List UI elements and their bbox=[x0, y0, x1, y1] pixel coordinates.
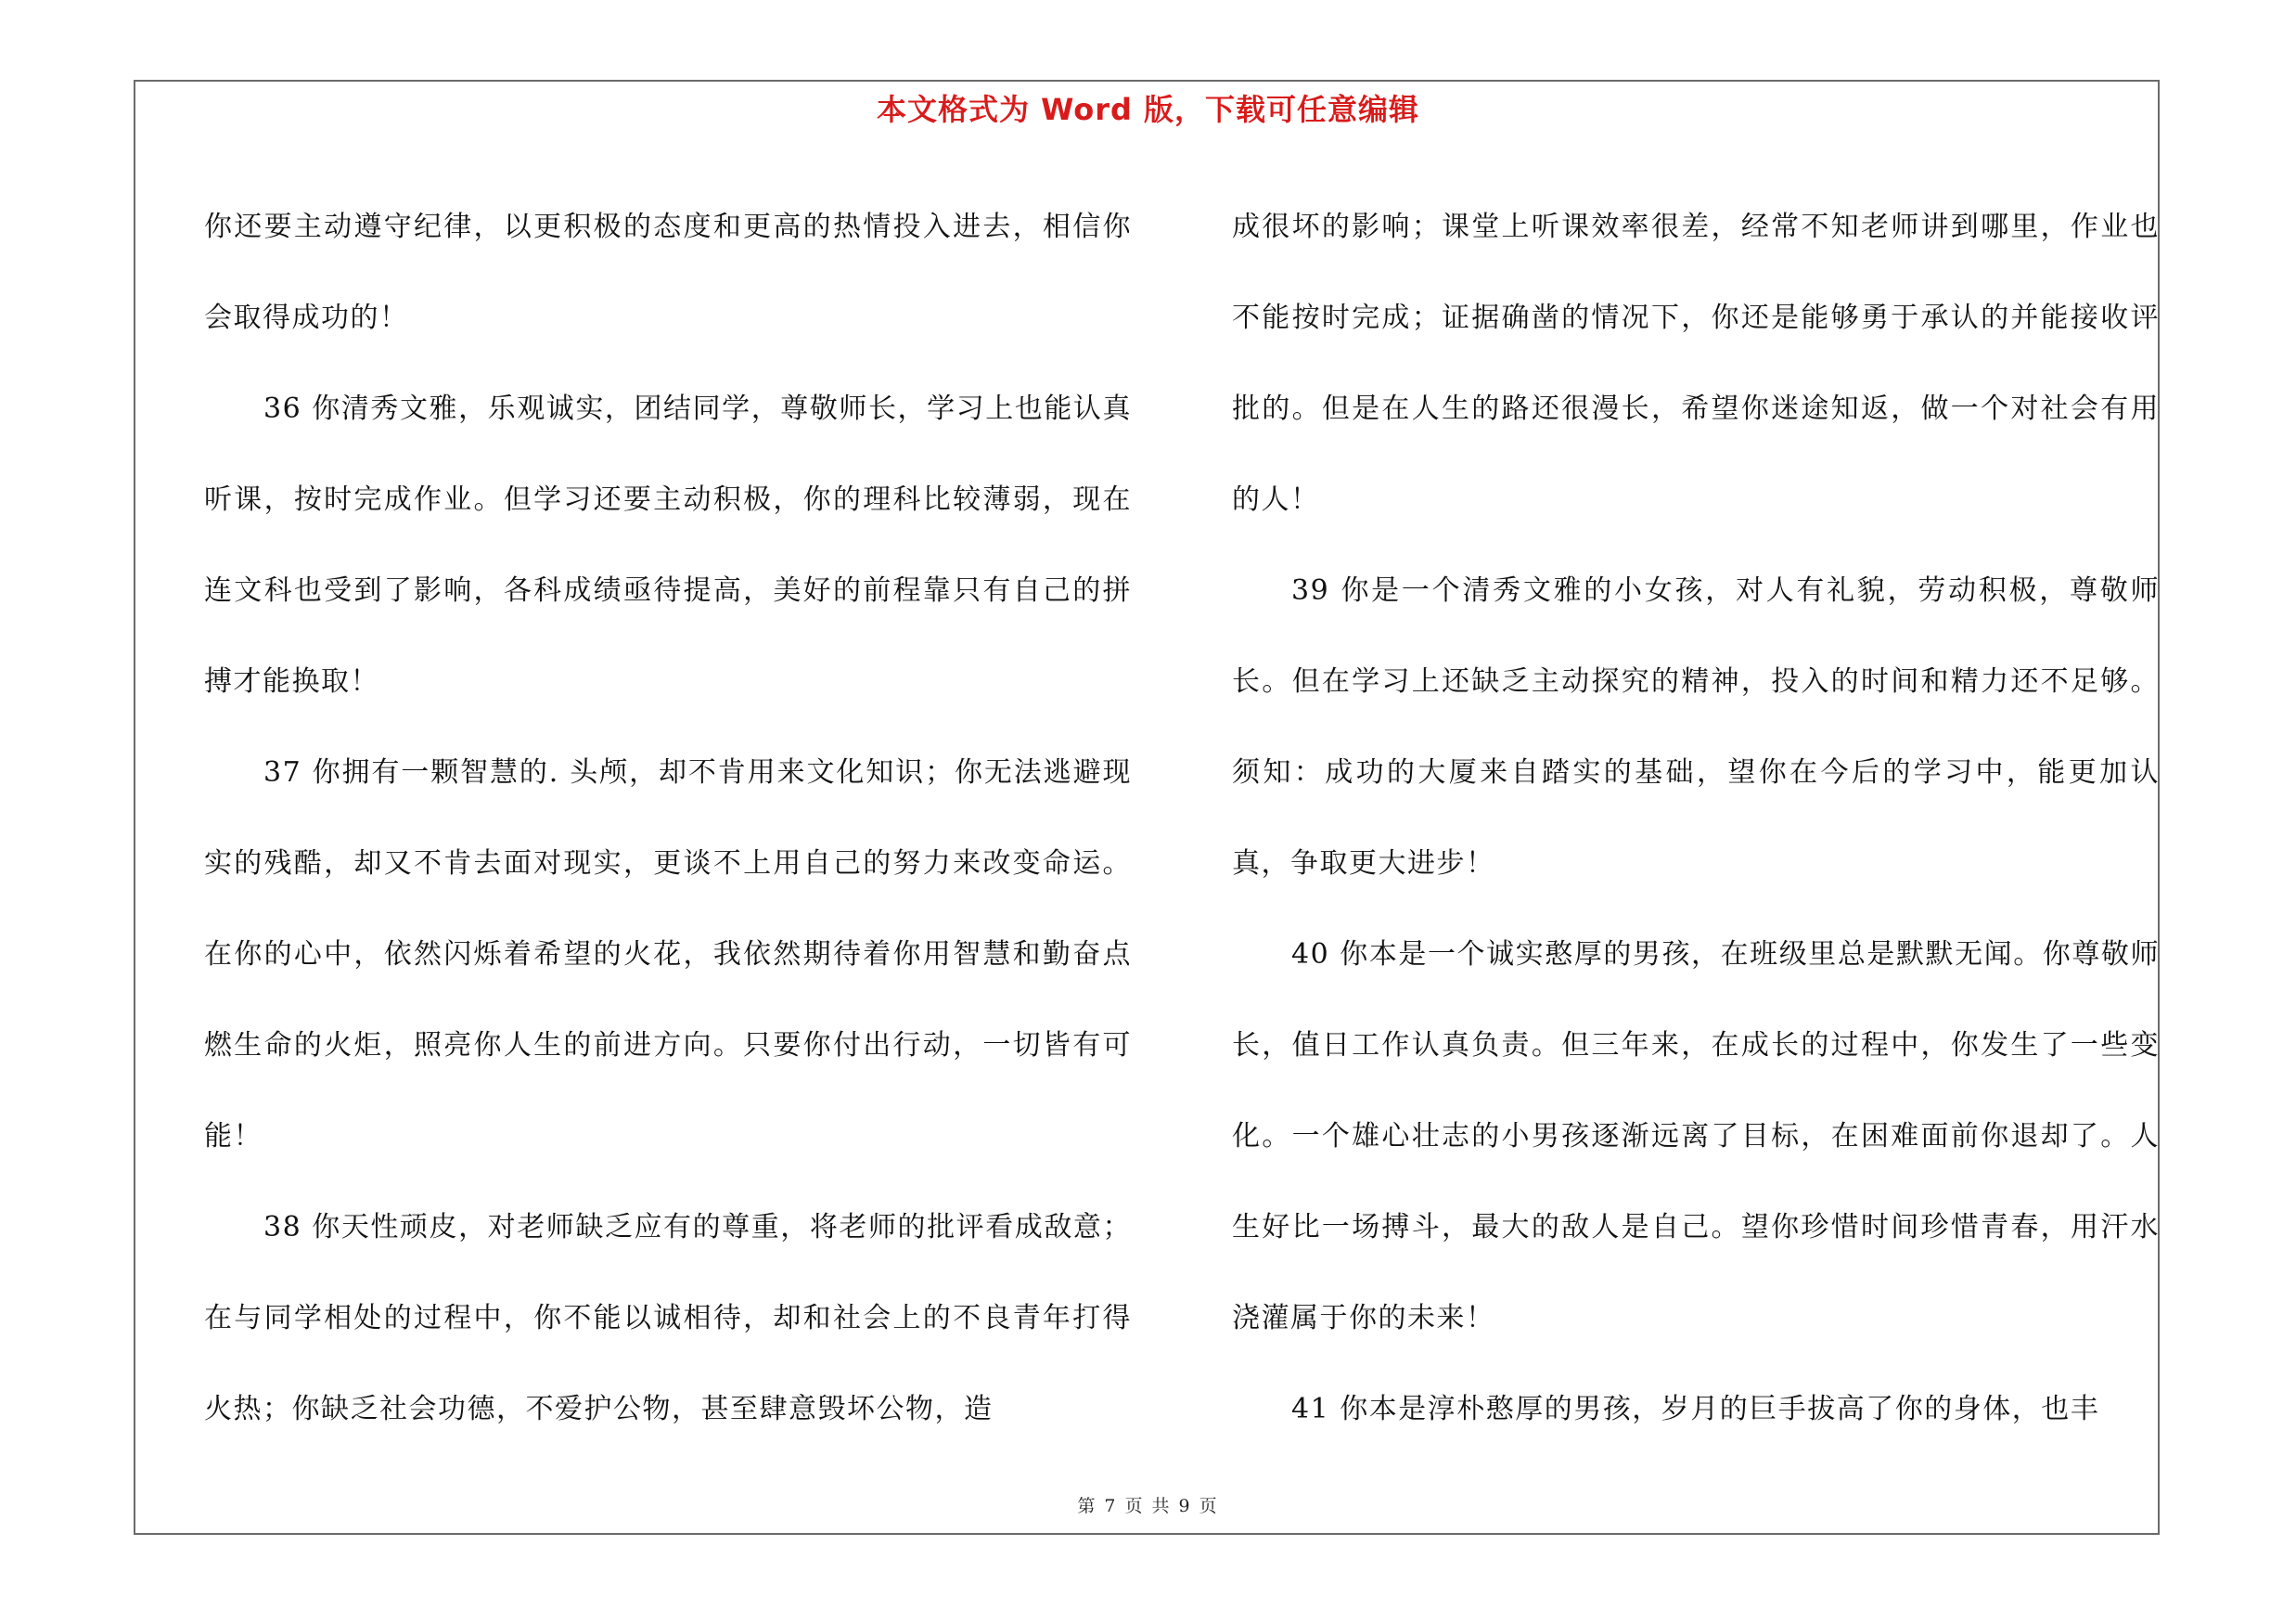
page-number-footer: 第 7 页 共 9 页 bbox=[1077, 1496, 1219, 1516]
paragraph-38: 38 你天性顽皮，对老师缺乏应有的尊重，将老师的批评看成敌意；在与同学相处的过程中，你不能以诚相待，却和社会上的不良青年打得火热；你缺乏社会功德，不爱护公物，甚至肆意毁坏公物，造 bbox=[204, 1211, 1132, 1425]
paragraph-39: 39 你是一个清秀文雅的小女孩，对人有礼貌，劳动积极，尊敬师长。但在学习上还缺乏主动探究的精神，投入的时间和精力还不足够。须知：成功的大厦来自踏实的基础，望你在今后的学习中，能更加认真，争取更大进步！ bbox=[1232, 574, 2160, 880]
paragraph-40: 40 你本是一个诚实憨厚的男孩，在班级里总是默默无闻。你尊敬师长，值日工作认真负责。但三年来，在成长的过程中，你发生了一些变化。一个雄心壮志的小男孩逐渐远离了目标，在困难面前你退却了。人生好比一场搏斗，最大的敌人是自己。望你珍惜时间珍惜青春，用汗水浇灌属于你的未来！ bbox=[1232, 938, 2160, 1334]
paragraph-36: 36 你清秀文雅，乐观诚实，团结同学，尊敬师长，学习上也能认真听课，按时完成作业。但学习还要主动积极，你的理科比较薄弱，现在连文科也受到了影响，各科成绩亟待提高，美好的前程靠只有自己的拼搏才能换取！ bbox=[204, 393, 1132, 698]
word-format-banner: 本文格式为 Word 版，下载可任意编辑 bbox=[876, 92, 1420, 127]
paragraph-continued: 你还要主动遵守纪律，以更积极的态度和更高的热情投入进去，相信你会取得成功的！ bbox=[204, 211, 1132, 334]
paragraph-41: 41 你本是淳朴憨厚的男孩，岁月的巨手拔高了你的身体，也丰 bbox=[1291, 1393, 2100, 1425]
paragraph-38-continued: 成很坏的影响；课堂上听课效率很差，经常不知老师讲到哪里，作业也不能按时完成；证据确凿的情况下，你还是能够勇于承认的并能接收评批的。但是在人生的路还很漫长，希望你迷途知返，做一个对社会有用的人！ bbox=[1232, 211, 2160, 516]
left-text-column bbox=[204, 182, 1132, 1455]
right-text-column bbox=[1232, 182, 2160, 1455]
paragraph-37: 37 你拥有一颗智慧的. 头颅，却不肯用来文化知识；你无法逃避现实的残酷，却又不肯去面对现实，更谈不上用自己的努力来改变命运。在你的心中，依然闪烁着希望的火花，我依然期待着你用智慧和勤奋点燃生命的火炬，照亮你人生的前进方向。只要你付出行动，一切皆有可能！ bbox=[204, 756, 1132, 1153]
